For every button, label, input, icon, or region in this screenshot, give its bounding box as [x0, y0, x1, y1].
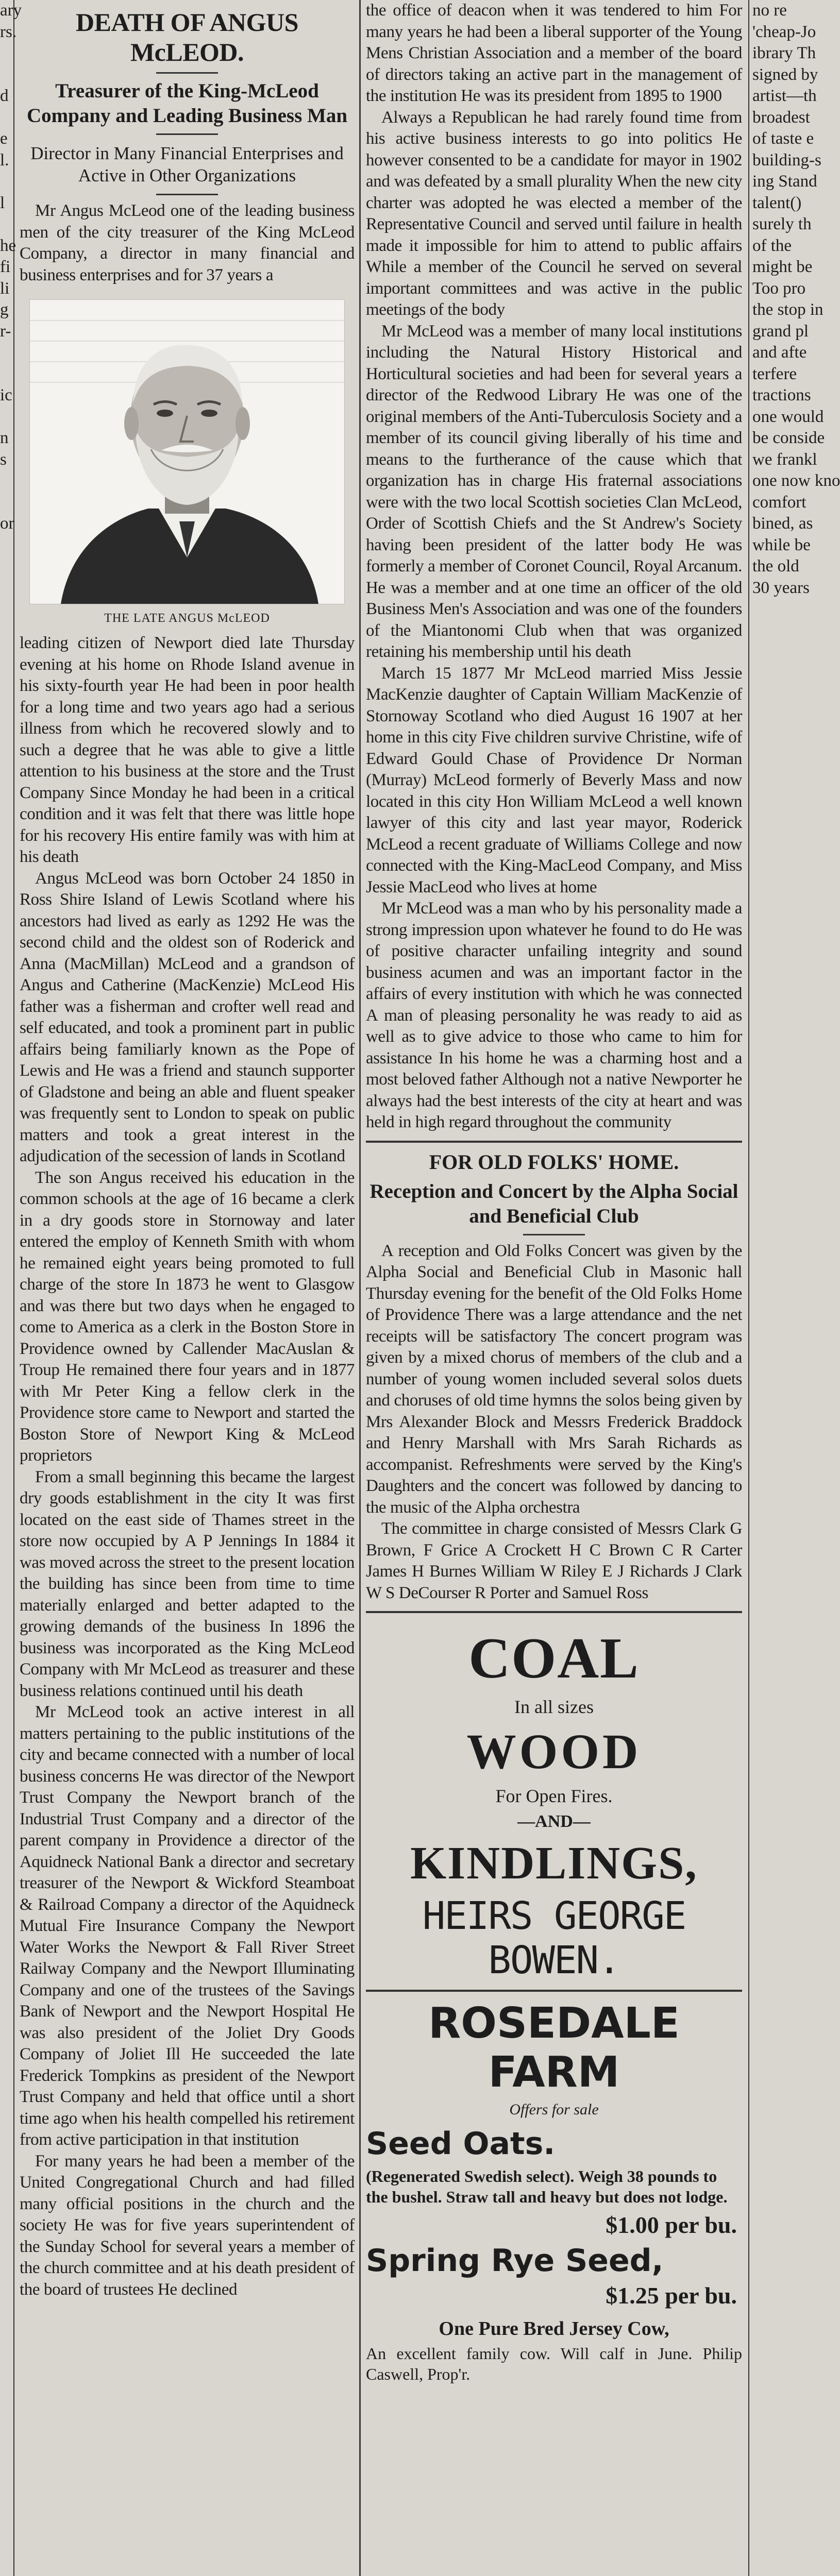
left-edge-line: he: [0, 236, 16, 255]
headline-rule: [156, 72, 218, 74]
right-edge-text: [749, 0, 840, 599]
continued-paragraph-2: Always a Republican he had rarely found time from his active business interests to go into politics He however consented to be a candidate for mayor in 1902 and was defeated by a small plurality When the new city charter was adopted he was elected a member of the Representative Council and served until failure in health made it impossible for him to attend to public affairs While a member of the Council he served on several important committees and was active in the public meetings of the body: [366, 108, 742, 319]
concert-headline: FOR OLD FOLKS' HOME.: [429, 1150, 679, 1174]
left-edge-line: [0, 364, 13, 385]
concert-paragraph-2: The committee in charge consisted of Messrs Clark G Brown, F Grice A Crockett H C Brown C R Carter James H Burnes William W Riley E J Richards J Clark W S DeCourser R Porter and Samuel Ross: [366, 1519, 742, 1602]
left-edge-line: e: [0, 129, 8, 148]
left-edge-line: r-: [0, 321, 11, 341]
left-edge-line: [0, 171, 13, 193]
coal-ad-title: COAL: [468, 1626, 640, 1690]
right-edge-line: ibrary Th: [752, 44, 816, 62]
ad-and: —AND—: [517, 1812, 591, 1831]
kindlings-ad-title: KINDLINGS,: [410, 1838, 698, 1889]
left-edge-line: g: [0, 300, 9, 319]
left-edge-line: [0, 107, 13, 129]
right-edge-line: of taste e: [752, 129, 814, 148]
portrait-illustration: [30, 300, 344, 604]
continued-paragraph-5: Mr McLeod was a man who by his personality made a strong impression upon whatever he found to do He was of positive character unfailing integrity and sound business acumen and was an important factor in the affairs of every institution with which he was connected A man of pleasing personality he was ready to aid as well as to give advice to those who came to him for assistance In his home he was a charming host and a most beloved father Although not a native Newporter he always had the best interests of the city at heart and was held in high regard throughout the community: [366, 899, 742, 1131]
right-edge-line: one now kno: [752, 471, 840, 490]
concert-subhead: Reception and Concert by the Alpha Social and Beneficial Club: [369, 1180, 738, 1227]
left-edge-line: [0, 342, 13, 364]
right-edge-line: and afte: [752, 343, 807, 362]
right-edge-line: artist—th: [752, 87, 817, 105]
left-edge-line: [0, 641, 13, 663]
left-edge-column: [0, 0, 22, 2576]
right-edge-line: talent(): [752, 193, 802, 212]
left-edge-line: rs.: [0, 22, 17, 41]
left-edge-line: li: [0, 279, 10, 298]
portrait-caption: THE LATE ANGUS McLEOD: [104, 612, 270, 625]
right-edge-line: the old: [752, 557, 799, 575]
right-edge-line: terfere: [752, 364, 797, 383]
left-edge-line: [0, 43, 13, 64]
left-edge-line: ary: [0, 1, 22, 20]
right-edge-line: surely th: [752, 215, 812, 233]
right-edge-line: one would: [752, 407, 824, 426]
jersey-cow-text: An excellent family cow. Will calf in June. Philip Caswell, Prop'r.: [366, 2344, 742, 2383]
left-edge-line: [0, 214, 13, 235]
right-edge-line: bined, as: [752, 514, 813, 533]
left-edge-line: [0, 599, 13, 620]
heirs-george-bowen: HEIRS GEORGE BOWEN.: [422, 1894, 686, 1982]
left-edge-line: d: [0, 87, 9, 105]
continued-paragraph-3: Mr McLeod was a member of many local institutions including the Natural History Historical and Horticultural societies and had been for several years a director of the Redwood Library He was one of the original members of the Anti-Tuberculosis Society and a member of its council giving liberally of his time and means to the furtherance of the cause which that organization has in charge His fraternal associations were with the two local Scottish societies Clan McLeod, Order of Scottish Chiefs and the St Andrew's Society having been president of the latter body He was formerly a member of Coronet Council, Royal Arcanum. He was a member and at one time an officer of the old Business Men's Association and was one of the founders of the Miantonomi Club when that was organized retaining his membership until his death: [366, 321, 742, 661]
paragraph-2: Angus McLeod was born October 24 1850 in Ross Shire Island of Lewis Scotland where his ancestors had lived as early as 1292 He was the second child and the oldest son of Roderick and Anna (MacMillan) McLeod and a grandson of Angus and Catherine (MacKenzie) McLeod His father was a fisherman and crofter well read and self educated, and took a prominent part in public affairs being familiarly known as the Pope of Lewis and He was a friend and staunch supporter of Gladstone and being an able and fluent speaker was frequently sent to London to speak on public matters and took a great interest in the adjudication of the secession of lands in Scotland: [20, 869, 355, 1165]
paragraph-4: From a small beginning this became the largest dry goods establishment in the city It was first located on the east side of Thames street in the store now occupied by A P Jennings In 1884 it was moved across the street to the present location the building has since been from time to time materially enlarged and better adapted to the growing demands of the business In 1896 the business was incorporated as the King McLeod Company with Mr McLeod as treasurer and these business relations continued until his death: [20, 1467, 355, 1700]
seed-oats-description: (Regenerated Swedish select). Weigh 38 pounds to the bushel. Straw tall and heavy but does not lodge.: [366, 2167, 728, 2206]
wood-ad-sub: For Open Fires.: [495, 1786, 613, 1806]
right-edge-line: of the: [752, 236, 792, 255]
right-edge-line: no re: [752, 1, 787, 20]
left-edge-line: or: [0, 514, 14, 533]
rosedale-offers: Offers for sale: [509, 2101, 599, 2118]
left-edge-line: [0, 64, 13, 86]
ad-divider: [366, 1611, 742, 1613]
seed-oats-price: $1.00 per bu.: [606, 2212, 737, 2238]
right-edge-line: broadest: [752, 108, 810, 127]
continued-paragraph-1: the office of deacon when it was tendered to him For many years he had been a liberal supporter of the Young Mens Christian Association and a member of the board of directors taking an active part in the management of the institution He was its president from 1895 to 1900: [366, 1, 742, 105]
concert-paragraph-1: A reception and Old Folks Concert was given by the Alpha Social and Beneficial Club in Masonic hall Thursday evening for the benefit of the Old Folks Home of Providence There was a large attendance and the net receipts will be satisfactory The concert program was given by a mixed chorus of members of the club and a number of young women included several solos duets and choruses of old time hymns the solos being given by Mrs Alexander Block and Messrs Frederick Braddock and Henry Marshall with Mrs Sarah Richards as accompanist. Refreshments were served by the King's Daughters and the concert was followed by dancing to the music of the Alpha orchestra: [366, 1241, 742, 1517]
left-edge-line: [0, 620, 13, 642]
left-edge-line: ic: [0, 386, 12, 404]
right-edge-line: 30 years: [752, 578, 810, 597]
right-edge-line: be conside: [752, 429, 825, 447]
headline: DEATH OF ANGUS McLEOD.: [76, 8, 298, 66]
left-edge-line: [0, 578, 13, 599]
jersey-cow-title: One Pure Bred Jersey Cow,: [439, 2318, 669, 2340]
left-edge-line: l.: [0, 150, 9, 170]
ad-divider-2: [366, 1990, 742, 1992]
right-edge-line: signed by: [752, 65, 818, 84]
left-edge-line: [0, 535, 13, 556]
paragraph-5: Mr McLeod took an active interest in all matters pertaining to the public institutions of the city and became connected with a number of local business concerns He was director of the Newport Trust Company the Newport branch of the Industrial Trust Company and a director of the parent company in Providence a director of the Aquidneck National Bank a director and secretary treasurer of the Newport & Wickford Steamboat & Railroad Company a director of the Aquidneck Mutual Fire Insurance Company the Newport Water Works the Newport & Fall River Street Railway Company and the Newport Illuminating Company and one of the trustees of the Savings Bank of Newport and the Newport Hospital He was also president of the Joliet Dry Goods Company of Joliet Ill He succeeded the late Frederick Tompkins as president of the Newport Trust Company and held that office until a short time ago when his health compelled his retirement from active participation in that institution: [20, 1703, 355, 2149]
subhead-rule: [156, 133, 218, 135]
right-edge-column: [748, 0, 840, 2576]
paragraph-1: leading citizen of Newport died late Thursday evening at his home on Rhode Island avenue in his sixty-fourth year He had been in poor health for a long time and two years ago had a serious illness from which he recovered slowly and to such a degree that he was able to give a little attention to his business at the store and the Trust Company Since Monday he had been in a critical condition and it was felt that there was little hope for his recovery His entire family was with him at his death: [20, 634, 355, 866]
intro-paragraph: Mr Angus McLeod one of the leading business men of the city treasurer of the King McLeod Company, a director in many financial and business enterprises and for 37 years a: [20, 201, 355, 284]
left-edge-line: [0, 556, 13, 578]
left-edge-line: [0, 492, 13, 514]
right-edge-line: while be: [752, 535, 811, 554]
right-edge-line: tractions: [752, 386, 811, 404]
section-divider: [366, 1141, 742, 1143]
continued-paragraph-4: March 15 1877 Mr McLeod married Miss Jessie MacKenzie daughter of Captain William MacKenzie of Stornoway Scotland who died August 16 1907 at her home in this city Five children survive Christine, wife of Edward Gould Chase of Providence Dr Norman (Murray) McLeod formerly of Beverly Mass and now located in this city Hon William McLeod a well known lawyer of this city and last year mayor, Roderick McLeod a recent graduate of Williams College and now connected with the King-MacLeod Company, and Miss Jessie MacLeod who lives at home: [366, 664, 742, 896]
deck: Director in Many Financial Enterprises and Active in Other Organizations: [30, 143, 344, 185]
concert-rule: [523, 1234, 585, 1235]
right-article-column: [366, 0, 742, 2576]
right-edge-line: building-s: [752, 150, 821, 170]
rye-seed-price: $1.25 per bu.: [606, 2282, 737, 2309]
column-divider: [359, 0, 361, 2576]
right-edge-line: comfort: [752, 493, 807, 512]
rosedale-farm-title: ROSEDALE FARM: [428, 1999, 680, 2097]
left-edge-line: s: [0, 450, 7, 469]
left-edge-line: l: [0, 193, 5, 212]
right-edge-line: we frankl: [752, 450, 817, 469]
rye-seed-title: Spring Rye Seed,: [366, 2243, 664, 2279]
right-edge-line: 'cheap-Jo: [752, 22, 816, 41]
subheadline: Treasurer of the King-McLeod Company and Leading Business Man: [26, 80, 348, 127]
portrait-image: [29, 299, 345, 604]
coal-ad-sizes: In all sizes: [514, 1697, 594, 1717]
paragraph-6: For many years he had been a member of the United Congregational Church and had filled many official positions in the church and the society He was for five years superintendent of the Sunday School for several years a member of the church committee and at his death president of the board of trustees He declined: [20, 2151, 355, 2299]
left-edge-line: [0, 470, 13, 492]
seed-oats-title: Seed Oats.: [366, 2126, 556, 2162]
wood-ad-title: WOOD: [466, 1724, 642, 1779]
left-edge-line: n: [0, 429, 9, 447]
right-edge-line: grand pl: [752, 321, 809, 341]
left-edge-line: [0, 406, 13, 428]
right-edge-line: ing Stand: [752, 172, 817, 191]
left-edge-line: fi: [0, 258, 11, 276]
right-edge-line: Too pro: [752, 279, 806, 298]
paragraph-3: The son Angus received his education in the common schools at the age of 16 became a clerk in a dry goods store in Stornoway and later entered the employ of Kenneth Smith with whom he remained eight years being promoted to full charge of the store In 1873 he went to Glasgow and was there but two days when he engaged to come to America as a clerk in the Boston Store in Providence owned by Callender MacAuslan & Troup He remained there four years and in 1877 with Mr Peter King a fellow clerk in the Providence store came to Newport and started the Boston Store of Newport King & McLeod proprietors: [20, 1168, 355, 1465]
right-edge-line: might be: [752, 258, 813, 276]
deck-rule: [156, 194, 218, 195]
main-article-column: [20, 0, 355, 2576]
right-edge-line: the stop in: [752, 300, 824, 319]
left-edge-text: [0, 0, 22, 663]
